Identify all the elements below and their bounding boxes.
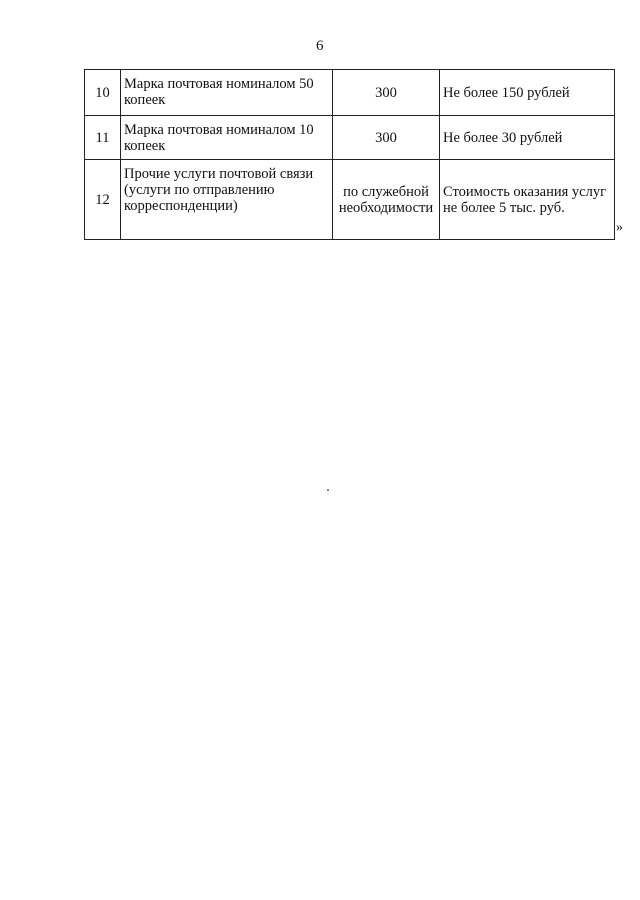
table-row [85, 160, 615, 240]
row-number: 11 [85, 116, 121, 160]
table-row [85, 116, 615, 160]
item-name: Марка почтовая номиналом 50 копеек [121, 70, 333, 116]
item-quantity: 300 [333, 116, 440, 160]
table-row [85, 70, 615, 116]
page-number: 6 [316, 38, 324, 54]
item-limit: Не более 150 рублей [440, 70, 615, 116]
item-name: Марка почтовая номиналом 10 копеек [121, 116, 333, 160]
item-quantity: по служебной необходимости [333, 160, 440, 240]
scan-speck [327, 489, 329, 491]
item-limit: Стоимость оказания услуг не более 5 тыс. руб. [440, 160, 615, 240]
item-limit: Не более 30 рублей [440, 116, 615, 160]
item-name: Прочие услуги почтовой связи (услуги по отправлению корреспонденции) [121, 160, 333, 240]
closing-quote-mark: » [616, 220, 623, 235]
row-number: 10 [85, 70, 121, 116]
item-quantity: 300 [333, 70, 440, 116]
row-number: 12 [85, 160, 121, 240]
data-table [84, 69, 615, 240]
